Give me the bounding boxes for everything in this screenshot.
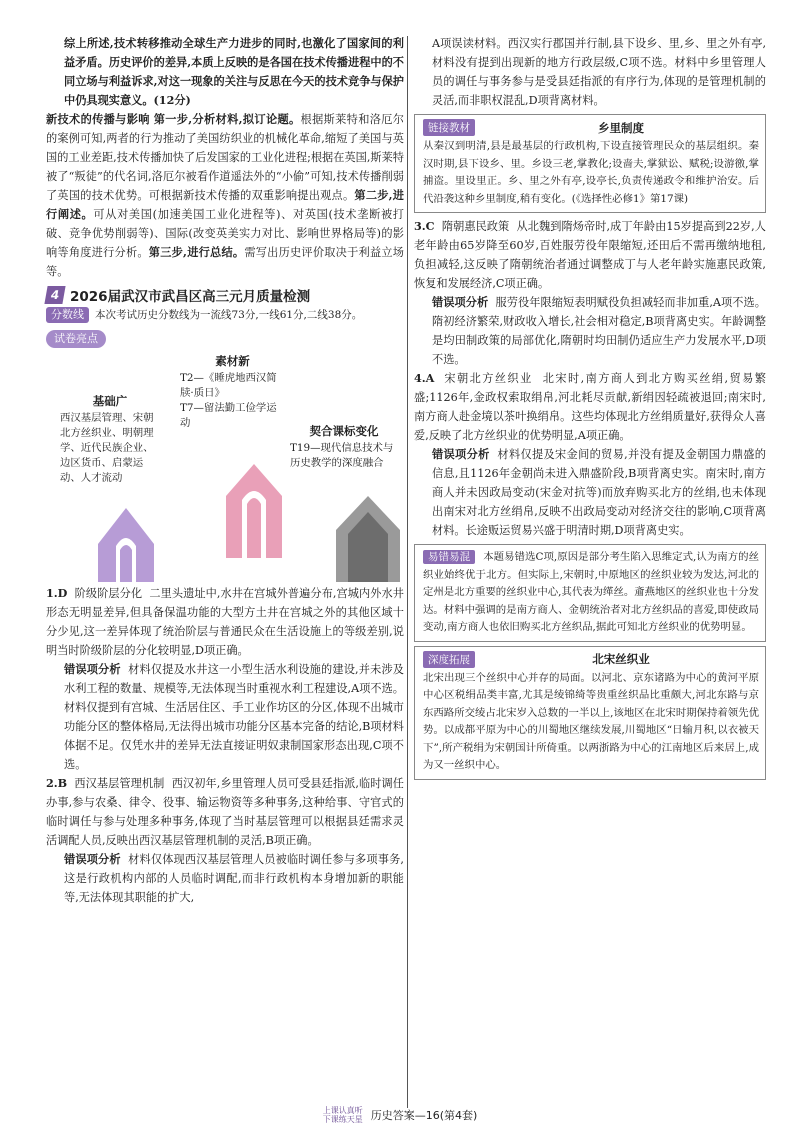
q4-answer	[414, 369, 766, 445]
left-column	[46, 34, 404, 907]
error-prone-tag: 易错易混	[423, 550, 475, 564]
section-heading	[46, 285, 404, 305]
logo-line1: 上课认真听	[322, 1106, 363, 1115]
error-prone-box	[414, 544, 766, 642]
analysis-text3: 需写出历史评价取决于利益立场等。	[46, 246, 404, 278]
q3-wrong	[414, 293, 766, 369]
textbook-link-tag: 链接教材	[423, 119, 475, 136]
q3-answer	[414, 217, 766, 293]
highlight-new-text2: T7—留法勤工俭学运动	[180, 402, 277, 429]
pencil-illustration-left	[86, 504, 166, 584]
right-column	[414, 34, 766, 784]
highlight-new-text1: T2—《睡虎地西汉简牍·质日》	[180, 372, 277, 399]
score-tag: 分数线	[46, 307, 89, 323]
analysis-paragraph	[46, 110, 404, 281]
q3-text: 从北魏到隋炀帝时,成丁年龄由15岁提高到22岁,人老年龄由65岁降至60岁,百姓服劳役年限缩短,还田后不需再缴纳地租,负担减轻,这反映了隋朝统治者通过调整成丁与人老年龄实施惠民政策,恢复和发展经济,C项正确。	[414, 220, 766, 290]
section-number: 4	[44, 286, 65, 304]
highlight-basic-text: 西汉基层管理、宋朝北方丝织业、明朝理学、近代民族企业、边区货币、启蒙运动、人才流动	[60, 412, 154, 484]
highlight-basic-head: 基础广	[92, 394, 128, 408]
q2-continued: A项误读材料。西汉实行郡国并行制,县下设乡、里,乡、里之外有亭,材料没有提到出现新的地方行政层级,C项不选。材料中乡里管理人员的调任与事务参与是受县廷指派的有序行为,体现的是管理机制的灵活,而非职权混乱,D项背离材料。	[432, 37, 766, 107]
q2-wrong	[46, 850, 404, 907]
q1-wrong	[46, 660, 404, 774]
analysis-step3: 第三步,进行总结。	[148, 245, 245, 259]
highlight-curriculum-head: 契合课标变化	[309, 424, 379, 438]
q4-wrong-head: 错误项分析	[432, 447, 490, 461]
highlights-area	[46, 354, 404, 584]
q2-wrong-head: 错误项分析	[64, 852, 121, 866]
q2-answer	[46, 774, 404, 850]
q1-label: 1.D	[46, 586, 68, 600]
q3-wrong-head: 错误项分析	[432, 295, 489, 309]
analysis-head: 新技术的传播与影响	[46, 112, 150, 126]
deep-extension-title: 北宋丝织业	[592, 652, 650, 666]
highlight-basic	[60, 394, 160, 486]
deep-extension-text: 北宋出现三个丝织中心并存的局面。以河北、京东诸路为中心的黄河平原中心区税绢品类丰富,尤其是绫锦绮等贵重丝织品比重颇大,河北东路与京东西路所交绫占北宋岁入总数的一半以上,该地区在北宋时期保持着领先优势。以成都平原为中心的川蜀地区继续发展,川蜀地区“日输月积,以衣被天下”,所产税绢为宋朝国计所倚重。以两浙路为中心的江南地区后来居上,成为又一丝织中心。	[423, 671, 759, 771]
pencil-illustration-middle	[214, 460, 294, 560]
q4-wrong	[414, 445, 766, 540]
q2-topic: 西汉基层管理机制	[74, 777, 165, 790]
score-line	[46, 307, 404, 324]
analysis-step1: 第一步,分析材料,拟订论题。	[153, 112, 301, 126]
highlight-curriculum-text: T19—现代信息技术与历史教学的深度融合	[290, 442, 394, 469]
error-prone-content	[423, 549, 759, 637]
q2-wrong-text: 材料仅体现西汉基层管理人员被临时调任参与多项事务,这是行政机构内部的人员临时调配,而非行政机构本身增加新的职能等,无法体现其职能的扩大,	[64, 853, 404, 904]
analysis-text1: 根据斯莱特和洛厄尔的案例可知,两者的行为推动了美国纺织业的机械化革命,缩短了美国与英国的工业差距,技术传播加快了后发国家的工业化进程;根据在英国,斯莱特被了“叛徒”的代名词,洛厄尔被看作道遥法外的“小偷”可知,技术传播削弱了英国的技术优势。可根据新技术传播的双重影响提出观点。	[46, 113, 404, 202]
page-footer	[0, 1106, 800, 1124]
q2-text: 西汉初年,乡里管理人员可受县廷指派,临时调任办事,参与农桑、律令、役事、输运物资等多种事务,这种给事、守官式的临时调任与参与处理多种事务,体现了当时基层管理可以根据县廷需求灵活调配人员,反映出西汉基层管理机制的灵活,B项正确。	[46, 777, 404, 847]
score-text: 本次考试历史分数线为一流线73分,一线61分,二线38分。	[95, 309, 363, 321]
q1-answer	[46, 584, 404, 660]
highlight-new-head: 素材新	[215, 354, 250, 368]
intro-conclusion: 综上所述,技术转移推动全球生产力进步的同时,也激化了国家间的利益矛盾。历史评价的差异,本质上反映的是各国在技术传播进程中的不同立场与利益诉求,对这一现象的关注与反思在今天的技术竞争与保护中仍具现实意义。(12分)	[64, 36, 404, 107]
q4-topic: 宋朝北方丝织业	[444, 372, 533, 385]
brand-logo	[323, 1106, 363, 1124]
q1-wrong-head: 错误项分析	[64, 662, 121, 676]
analysis-text2: 可从对美国(加速美国工业化进程等)、对英国(技术垄断被打破、竞争优势削弱等)、国际(改变英美实力对比、影响世界格局等)的影响等角度进行分析。	[46, 208, 404, 259]
page-label: 历史答案—16(第4套)	[370, 1109, 478, 1122]
q1-wrong-text: 材料仅提及水井这一小型生活水利设施的建设,并未涉及水利工程的数量、规模等,无法体现当时重视水利工程建设,A项不选。材料仅提到有宫城、生活居住区、手工业作坊区的分区,体现不出城市功能分区的整体格局,无法得出城市功能分区基本完备的结论,B项材料体据不足。仅凭水井的差异无法直接证明奴隶制国家形态出现,C项不选。	[64, 663, 404, 771]
q4-wrong-text: 材料仅提及宋金间的贸易,并没有提及金朝国力鼎盛的信息,且1126年金朝尚未进入鼎盛阶段,B项背离史实。南宋时,南方商人并未因政局变动(宋金对抗等)而放弃购买北方的丝绢,也未体现出南宋对北方丝绢帛,反映不出政局变动对经济交往的影响,C项背离材料。长途贩运贸易兴盛于明清时期,D项背离史实。	[432, 448, 766, 537]
q3-topic: 隋朝惠民政策	[441, 220, 510, 233]
q3-label: 3.C	[414, 219, 435, 233]
section-title: 2026届武汉市武昌区高三元月质量检测	[70, 289, 311, 305]
textbook-link-header	[423, 119, 759, 136]
pencil-illustration-right	[328, 494, 408, 584]
error-prone-text: 本题易错选C项,原因是部分考生陷入思维定式,认为南方的丝织业始终优于北方。但实际上,宋朝时,中原地区的丝织业较为发达,河北的定州是北方重要的丝织业中心,其代表为缂丝。齑燕地区的丝织业也十分发达。材料中强调的是南方商人、金朝统治者对北方丝织品的喜爱,即使政局变动,南方商人也依旧购买北方丝织品,据此可知北方丝织业的优势明显。	[423, 551, 759, 633]
q4-label: 4.A	[414, 371, 435, 385]
logo-line2: 下课练天星	[322, 1115, 363, 1124]
highlights-tag: 试卷亮点	[46, 330, 106, 348]
highlight-new	[180, 354, 285, 431]
q1-topic: 阶级阶层分化	[74, 587, 143, 600]
textbook-link-title: 乡里制度	[598, 120, 644, 135]
deep-extension-header	[423, 651, 759, 668]
q2-label: 2.B	[46, 776, 68, 790]
q1-text: 二里头遗址中,水井在宫城外普遍分布,宫城内外水井形态无明显差异,但具备保温功能的大型方土井在宫城之外的其他区域十分少见,这一差异体现了统治阶层与普通民众在生活设施上的等级差别,说明当时阶级阶层的分化较明显,D项正确。	[46, 587, 404, 657]
deep-extension-box	[414, 646, 766, 780]
q3-wrong-text: 服劳役年限缩短表明赋役负担减轻而非加重,A项不选。隋初经济繁荣,财政收入增长,社会相对稳定,B项背离史实。年龄调整是均田制政策的局部优化,隋朝时均田制仍适应生产力发展水平,D项不选。	[432, 296, 766, 366]
textbook-link-box	[414, 114, 766, 213]
highlight-curriculum	[290, 424, 398, 471]
q4-text: 北宋时,南方商人到北方购买丝绢,贸易繁盛;1126年,金政权索取绢帛,河北耗尽贡献,新绢因轻疏被退回;南宋时,南方商人赴金境以茶叶换绢帛。这些均体现北方丝绢质量好,获得众人喜爱,反映了北方丝织业的优势明显,A项正确。	[414, 372, 766, 442]
deep-extension-tag: 深度拓展	[423, 651, 475, 668]
textbook-link-text: 从秦汉到明清,县是最基层的行政机构,下设直接管理民众的基层组织。秦汉时期,县下设乡、里。乡设三老,掌教化;设啬夫,掌狱讼、赋税;设游徼,掌捕盗。里设里正。乡、里之外有亭,设亭长,负责传递政令和维护治安。后代沿袭这种乡里制度,稍有变化。(《选择性必修1》第17课)	[423, 140, 759, 205]
analysis-step2: 第二步,进行阐述。	[46, 188, 404, 221]
